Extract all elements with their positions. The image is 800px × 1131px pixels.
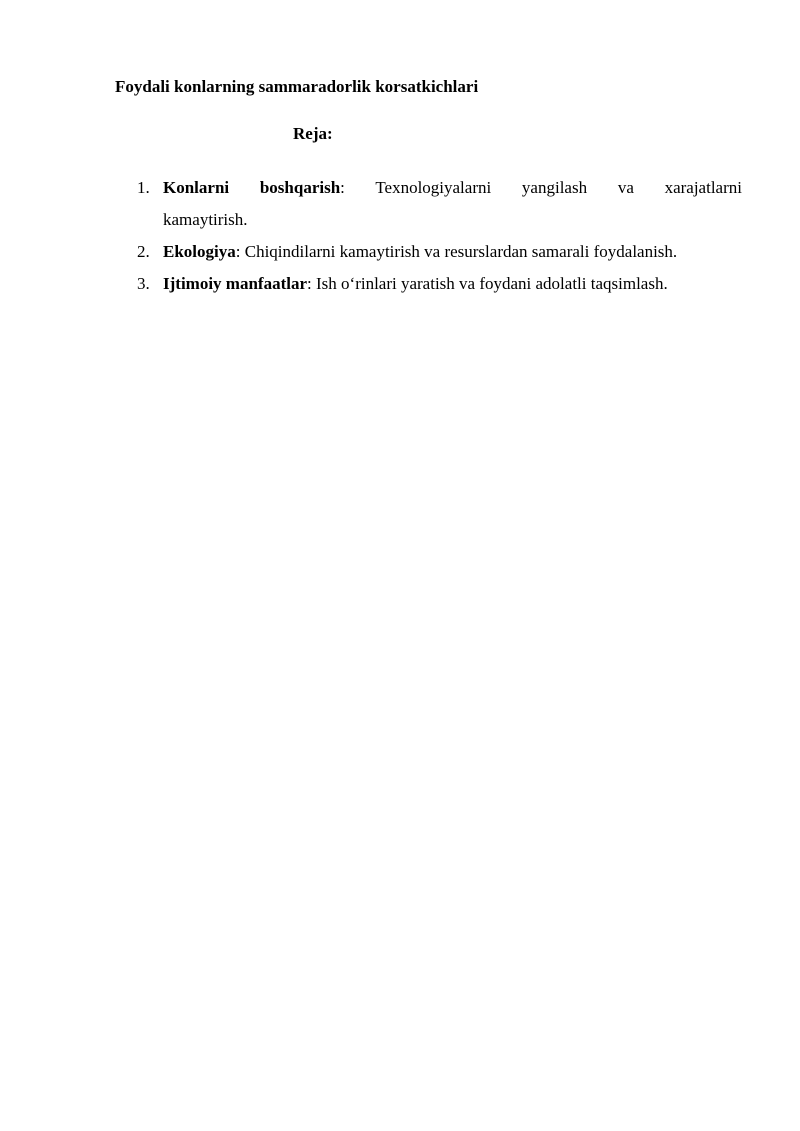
plan-item-separator: :	[235, 242, 241, 261]
document-title: Foydali konlarning sammaradorlik korsatkichlari	[115, 77, 479, 96]
plan-heading: Reja:	[293, 124, 333, 143]
plan-item-3	[137, 268, 742, 300]
plan-item-body	[163, 172, 742, 236]
plan-item-number: 2.	[137, 242, 150, 261]
plan-item-number: 1.	[137, 178, 150, 197]
plan-item-text: Texnologiyalarni yangilash va xarajatlarni	[344, 178, 742, 197]
plan-item-text: Ish o‘rinlari yaratish va foydani adolatli taqsimlash.	[311, 274, 668, 293]
plan-item-term: Ijtimoiy manfaatlar	[163, 274, 308, 293]
plan-item-1	[137, 172, 742, 236]
plan-item-separator: :	[340, 178, 345, 197]
plan-item-text: Chiqindilarni kamaytirish va resurslardan samarali foydalanish.	[240, 242, 678, 261]
plan-item-term: Ekologiya	[163, 242, 236, 261]
plan-item-2	[137, 236, 742, 268]
plan-item-number: 3.	[137, 274, 150, 293]
plan-item-separator: :	[307, 274, 312, 293]
plan-list	[137, 172, 742, 300]
plan-item-term: Konlarni boshqarish	[163, 178, 341, 197]
plan-item-body	[163, 268, 742, 300]
plan-item-first-line	[163, 172, 742, 204]
plan-item-body	[163, 236, 742, 268]
plan-item-text-continued: kamaytirish.	[163, 210, 248, 229]
